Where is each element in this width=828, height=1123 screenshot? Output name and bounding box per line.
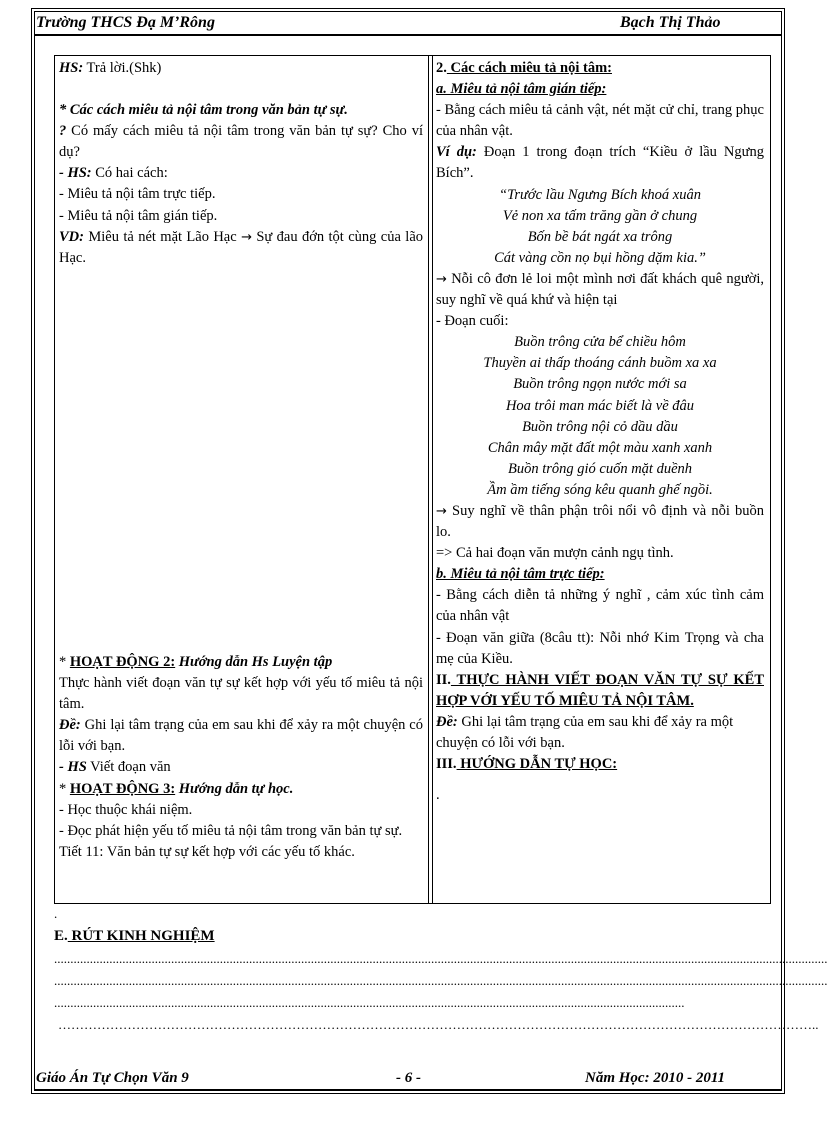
right-trailing-dot: . [436,787,440,804]
activity-3-item-1: - Học thuộc khái niệm. [59,801,193,818]
poem-1-line-4: Cát vàng cồn nọ bụi hồng dặm kia.” [494,249,706,266]
right-direct-heading: b. Miêu tả nội tâm trực tiếp: [436,566,605,583]
dotted-line-2: .............................................................................................................................................................................................................................................. [54,973,828,988]
right-column [436,58,764,806]
poem-1-line-1: “Trước lầu Ngưng Bích khoá xuân [499,186,701,203]
right-conclusion: => Cả hai đoạn văn mượn cảnh ngụ tình. [436,545,674,562]
left-activities [59,652,423,863]
lesson-table [54,55,771,904]
activity-3-heading: * HOẠT ĐỘNG 3: Hướng dẫn tự học. [59,780,294,797]
right-fate: → Suy nghĩ về thân phận trôi nổi vô định và nỗi buồn lo. [436,502,764,541]
right-exercise: Đề: Ghi lại tâm trạng của em sau khi để xảy ra một chuyện có lỗi với bạn. [436,713,734,751]
dotted-line-1: .............................................................................................................................................................................................................................................. [54,951,828,966]
poem-2-line-4: Hoa trôi man mác biết là về đâu [505,397,695,414]
footer-year: Năm Học: 2010 - 2011 [585,1070,725,1086]
right-middle-part: - Đoạn văn giữa (8câu tt): Nỗi nhớ Kim Trọng và cha mẹ của Kiều. [436,629,764,667]
dotted-line-3: .................................................................................................................................................................................................. [54,995,685,1010]
poem-1-line-3: Bốn bề bát ngát xa trông [527,228,673,245]
poem-2-line-2: Thuyền ai thấp thoáng cánh buồm xa xa [483,355,717,372]
left-hs-write: - HS Viết đoạn văn [59,759,171,776]
activity-2-heading: * HOẠT ĐỘNG 2: Hướng dẫn Hs Luyện tập [59,654,333,670]
poem-2-line-7: Buồn trông gió cuốn mặt duềnh [507,460,693,477]
poem-2-line-3: Buồn trông ngọn nước mới sa [513,376,687,393]
left-hs-two-ways: - HS: Có hai cách: [59,165,168,182]
left-example: VD: Miêu tả nét mặt Lão Hạc → Sự đau đớn tột cùng của lão Hạc. [59,228,424,266]
right-direct-text: - Bằng cách diễn tả những ý nghĩ , cảm xúc tình cảm của nhân vật [436,587,764,625]
section-e-heading: E. RÚT KINH NGHIỆM [54,928,215,944]
dotted-line-4: ………………………………………………………………………………………………………………………………………………………….. [58,1017,819,1032]
header-teacher: Bạch Thị Thảo [620,14,721,31]
arrow-icon: → [436,271,447,287]
column-divider [428,56,433,903]
arrow-icon: → [241,229,252,245]
poem-2-line-8: Ầm ầm tiếng sóng kêu quanh ghế ngồi. [487,481,713,498]
poem-2-line-5: Buồn trông nội cỏ dầu dầu [522,418,678,435]
poem-1-line-2: Vẻ non xa tấm trăng gần ở chung [502,207,698,224]
footer-rule [34,1089,782,1091]
right-indirect-heading: a. Miêu tả nội tâm gián tiếp: [436,81,607,98]
section-e-dot: . [54,906,58,921]
right-section-ii: II. THỰC HÀNH VIẾT ĐOẠN VĂN TỰ SỰ KẾT HỢP VỚI YẾU TỐ MIÊU TẢ NỘI TÂM. [436,671,764,709]
arrow-icon: → [436,503,447,519]
footer-left: Giáo Án Tự Chọn Văn 9 [36,1070,189,1086]
left-line-hs-answer: HS: Trả lời.(Shk) [59,60,162,76]
left-question: ? Có mấy cách miêu tả nội tâm trong văn bản tự sự? Cho ví dụ? [59,123,423,161]
activity-2-text: Thực hành viết đoạn văn tự sự kết hợp với yếu tố miêu tả nội tâm. [59,675,423,713]
footer-page-number: - 6 - [396,1070,421,1086]
left-indirect: - Miêu tả nội tâm gián tiếp. [59,207,218,224]
right-indirect-text: - Bằng cách miêu tả cảnh vật, nét mặt cử chỉ, trang phục của nhân vật. [436,102,764,140]
header-rule [34,34,782,36]
header-school: Trường THCS Đạ M’Rông [36,14,215,31]
poem-2-line-1: Buồn trông cửa bể chiều hôm [514,334,686,351]
activity-3-item-2: - Đọc phát hiện yếu tố miêu tả nội tâm trong văn bản tự sự. Tiết 11: Văn bản tự sự kết hợp với các yếu tố khác. [59,822,403,860]
right-heading-2: 2. Các cách miêu tả nội tâm: [436,60,612,76]
left-direct: - Miêu tả nội tâm trực tiếp. [59,186,216,203]
left-exercise: Đề: Ghi lại tâm trạng của em sau khi để xảy ra một chuyện có lỗi với bạn. [59,717,423,755]
left-column [59,58,424,860]
left-methods-heading: * Các cách miêu tả nội tâm trong văn bản tự sự. [59,102,348,119]
right-example: Ví dụ: Đoạn 1 trong đoạn trích “Kiều ở lầu Ngưng Bích”. [436,144,765,182]
right-last-part: - Đoạn cuối: [436,313,509,330]
right-loneliness: → Nỗi cô đơn lẻ loi một mình nơi đất khách quê người, suy nghĩ về quá khứ và hiện tại [436,270,764,309]
poem-2-line-6: Chân mây mặt đất một màu xanh xanh [487,439,713,456]
right-section-iii: III. HƯỚNG DẪN TỰ HỌC: [436,756,618,773]
